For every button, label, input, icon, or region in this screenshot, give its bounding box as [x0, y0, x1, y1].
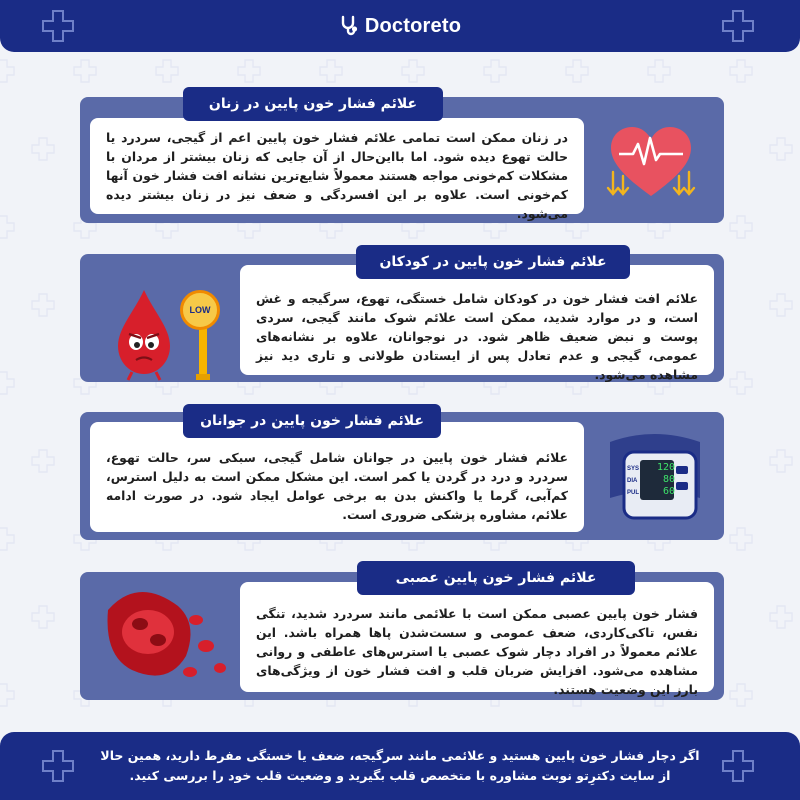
pattern-cross-icon: [236, 58, 262, 84]
pattern-cross-icon: [768, 448, 794, 474]
section-body-neural: فشار خون پایین عصبی ممکن است با علائمی مانند سردرد شدید، تنگی نفس، تاکی‌کاردی، ضعف عمومی و سست‌شدن پاها همراه باشد. این علائم معمولاً در افراد دچار شوک عصبی یا استرس‌های عاطفی و روانی مشاهده می‌شود. افزایش ضربان قلب و افت فشار خون از ویژگی‌های بارز این وضعیت هستند.: [240, 582, 714, 692]
pattern-cross-icon: [400, 58, 426, 84]
section-body-children: علائم افت فشار خون در کودکان شامل خستگی، تهوع، سرگیجه و غش است، و در موارد شدید، ممکن است علائم شوک مانند گیجی، سردی پوست و نبض ضعیف ظاهر شود. در نوجوانان، علاوه بر نشانه‌های عمومی، گیجی و عدم تعادل پس از ایستادن طولانی و تاری دید نیز مشاهده می‌شود.: [240, 265, 714, 375]
pattern-cross-icon: [728, 58, 754, 84]
heart-icon: [603, 118, 699, 204]
section-body-young: علائم فشار خون پایین در جوانان شامل گیجی، سبکی سر، حالت تهوع، سردرد و درد در گردن یا کمر است. این مشکل ممکن است به دلیل استرس، کم‌آبی، گرما یا واکنش بدن به برخی عوامل ایجاد شود. در صورت ادامه علائم، مشاوره پزشکی ضروری است.: [90, 422, 584, 532]
section-title-children: علائم فشار خون پایین در کودکان: [356, 245, 630, 279]
monitor-pul-label: PUL: [627, 490, 639, 496]
pattern-cross-icon: [30, 292, 56, 318]
pattern-cross-icon: [0, 214, 16, 240]
pattern-cross-icon: [768, 136, 794, 162]
pattern-cross-icon: [728, 682, 754, 708]
pattern-cross-icon: [72, 58, 98, 84]
brand-name: Doctoreto: [364, 14, 462, 37]
monitor-pul: 60: [662, 486, 675, 497]
medical-cross-icon: [40, 8, 76, 44]
pattern-cross-icon: [728, 214, 754, 240]
stethoscope-icon: [339, 15, 359, 37]
pattern-cross-icon: [482, 58, 508, 84]
monitor-sys: 120: [656, 462, 675, 473]
medical-cross-icon: [40, 748, 76, 784]
pattern-cross-icon: [0, 526, 16, 552]
pattern-cross-icon: [0, 58, 16, 84]
pattern-cross-icon: [0, 682, 16, 708]
pattern-cross-icon: [30, 604, 56, 630]
pattern-cross-icon: [30, 136, 56, 162]
monitor-readout: [641, 462, 675, 498]
section-body-women: در زنان ممکن است تمامی علائم فشار خون پایین اعم از گیجی، سردرد یا حالت تهوع دیده شود. اما بااین‌حال از آن جایی که زنان بیشتر از مردان با مشکلات کم‌خونی مواجه هستند معمولاً شایع‌ترین نشانه افت فشار خون آنها کم‌خونی است. علاوه بر این افسردگی و ضعف نیز در زنان بیشتر دیده می‌شود.: [90, 118, 584, 214]
pattern-cross-icon: [564, 58, 590, 84]
pattern-cross-icon: [768, 292, 794, 318]
header-bar: [0, 0, 800, 52]
section-title-neural: علائم فشار خون پایین عصبی: [357, 561, 635, 595]
monitor-dia: 80: [662, 474, 675, 485]
monitor-dia-label: DIA: [627, 478, 638, 484]
pattern-cross-icon: [728, 526, 754, 552]
pattern-cross-icon: [646, 58, 672, 84]
pattern-cross-icon: [318, 58, 344, 84]
pattern-cross-icon: [154, 58, 180, 84]
pattern-cross-icon: [30, 448, 56, 474]
pattern-cross-icon: [768, 604, 794, 630]
pattern-cross-icon: [728, 370, 754, 396]
monitor-sys-label: SYS: [627, 466, 640, 472]
footer-line-1: اگر دچار فشار خون پایین هستید و علائمی مانند سرگیجه، ضعف یا خستگی مفرط دارید، همین حالا: [100, 748, 700, 763]
monitor-labels: [627, 463, 639, 499]
pattern-cross-icon: [0, 370, 16, 396]
medical-cross-icon: [720, 8, 756, 44]
footer-banner: [0, 732, 800, 800]
footer-line-2: از سایت دکترِتو نوبت مشاوره با متخصص قلب بگیرید و وضعیت قلب خود را بررسی کنید.: [129, 768, 671, 783]
medical-cross-icon: [720, 748, 756, 784]
low-gauge-badge: LOW: [180, 290, 220, 330]
blood-drop-character-icon: [104, 272, 234, 382]
section-title-women: علائم فشار خون پایین در زنان: [183, 87, 443, 121]
brand-logo[interactable]: [339, 15, 461, 38]
section-title-young: علائم فشار خون پایین در جوانان: [183, 404, 441, 438]
blood-vessel-cells-icon: [98, 580, 234, 690]
